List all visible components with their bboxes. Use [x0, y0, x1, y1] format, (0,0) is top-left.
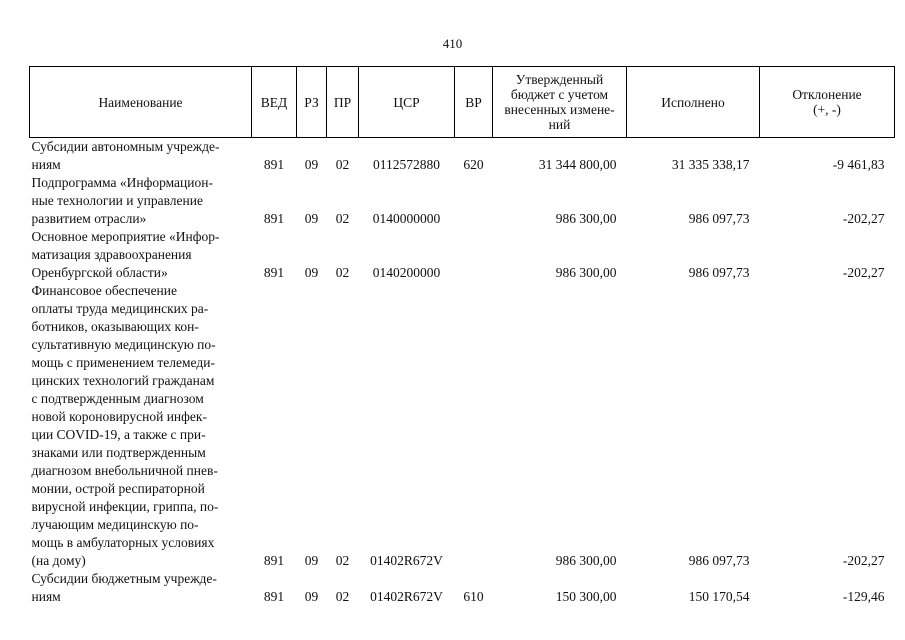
cell-name-line: мощь в амбулаторных условиях	[31, 535, 215, 550]
cell-rz: 09	[304, 157, 319, 172]
cell-approved: 986 300,00	[555, 211, 617, 226]
cell-executed: 986 097,73	[688, 265, 750, 280]
page-number: 410	[442, 36, 463, 51]
cell-csr: 01402R672V	[370, 553, 443, 568]
cell-name-line: ниям	[31, 589, 61, 604]
cell-name	[30, 282, 252, 570]
header-executed: Исполнено	[627, 67, 760, 138]
cell-name	[30, 228, 252, 282]
cell-name-line: развитием отрасли»	[31, 211, 147, 226]
cell-name-line: ции COVID-19, а также с при-	[31, 427, 206, 442]
header-csr: ЦСР	[359, 67, 455, 138]
cell-pr: 02	[335, 265, 350, 280]
header-approved-line: ний	[548, 117, 571, 132]
cell-name-line: лучающим медицинскую по-	[31, 517, 199, 532]
cell-vr	[455, 282, 493, 570]
header-name: Наименование	[30, 67, 252, 138]
cell-name-line: знаками или подтвержденным	[31, 445, 206, 460]
cell-csr: 0140200000	[372, 265, 441, 280]
cell-rz: 09	[304, 265, 319, 280]
cell-name	[30, 174, 252, 228]
cell-pr: 02	[335, 157, 350, 172]
header-rz: РЗ	[297, 67, 327, 138]
cell-approved: 31 344 800,00	[538, 157, 617, 172]
cell-approved: 986 300,00	[555, 265, 617, 280]
cell-name-line: ниям	[31, 157, 61, 172]
header-approved	[493, 67, 627, 138]
header-approved-line: Утвержденный	[515, 72, 604, 87]
table-row	[30, 174, 895, 228]
cell-name-line: Основное мероприятие «Инфор-	[31, 229, 220, 244]
cell-vr: 620	[463, 157, 484, 172]
cell-csr: 01402R672V	[370, 589, 443, 604]
cell-ved: 891	[263, 589, 285, 604]
cell-name-line: монии, острой респираторной	[31, 481, 205, 496]
cell-name-line: цинских технологий гражданам	[31, 373, 215, 388]
table-row	[30, 282, 895, 570]
cell-name	[30, 570, 252, 606]
cell-deviation: -202,27	[842, 211, 885, 226]
cell-deviation: -202,27	[842, 265, 885, 280]
cell-name-line: новой короновирусной инфек-	[31, 409, 207, 424]
header-pr: ПР	[327, 67, 359, 138]
cell-name-line: (на дому)	[31, 553, 86, 568]
cell-approved: 150 300,00	[555, 589, 617, 604]
cell-name-line: ботников, оказывающих кон-	[31, 319, 199, 334]
cell-deviation: -9 461,83	[832, 157, 885, 172]
cell-name-line: вирусной инфекции, гриппа, по-	[31, 499, 219, 514]
cell-pr: 02	[335, 211, 350, 226]
header-deviation-line: Отклонение	[792, 87, 862, 102]
table-row	[30, 228, 895, 282]
cell-name-line: матизация здравоохранения	[31, 247, 192, 262]
cell-pr: 02	[335, 589, 350, 604]
cell-name-line: мощь с применением телемеди-	[31, 355, 215, 370]
table-row	[30, 138, 895, 175]
cell-rz: 09	[304, 589, 319, 604]
cell-executed: 986 097,73	[688, 211, 750, 226]
cell-name-line: Оренбургской области»	[31, 265, 168, 280]
cell-name-line: Подпрограмма «Информацион-	[31, 175, 213, 190]
header-approved-line: бюджет с учетом	[510, 87, 609, 102]
cell-vr: 610	[463, 589, 484, 604]
cell-csr: 0140000000	[372, 211, 441, 226]
cell-csr: 0112572880	[373, 157, 440, 172]
cell-name-line: оплаты труда медицинских ра-	[31, 301, 209, 316]
cell-name-line: ные технологии и управление	[31, 193, 203, 208]
cell-vr	[455, 174, 493, 228]
cell-name-line: Финансовое обеспечение	[31, 283, 178, 298]
cell-name	[30, 138, 252, 175]
cell-executed: 150 170,54	[688, 589, 750, 604]
cell-rz: 09	[304, 553, 319, 568]
cell-ved: 891	[263, 211, 285, 226]
cell-ved: 891	[263, 265, 285, 280]
cell-executed: 986 097,73	[688, 553, 750, 568]
cell-vr	[455, 228, 493, 282]
cell-name-line: Субсидии автономным учрежде-	[31, 139, 220, 154]
cell-ved: 891	[263, 157, 285, 172]
cell-name-line: с подтвержденным диагнозом	[31, 391, 204, 406]
header-vr: ВР	[455, 67, 493, 138]
cell-deviation: -202,27	[842, 553, 885, 568]
cell-ved: 891	[263, 553, 285, 568]
budget-table	[29, 66, 895, 606]
cell-name-line: сультативную медицинскую по-	[31, 337, 216, 352]
table-header-row	[30, 67, 895, 138]
header-approved-line: внесенных измене-	[504, 102, 615, 117]
cell-name-line: диагнозом внебольничной пнев-	[31, 463, 218, 478]
cell-pr: 02	[335, 553, 350, 568]
table-row	[30, 570, 895, 606]
table-body	[30, 138, 895, 607]
header-deviation-line: (+, -)	[813, 102, 841, 117]
cell-rz: 09	[304, 211, 319, 226]
cell-name-line: Субсидии бюджетным учрежде-	[31, 571, 217, 586]
header-ved: ВЕД	[252, 67, 297, 138]
cell-approved: 986 300,00	[555, 553, 617, 568]
header-deviation	[760, 67, 895, 138]
cell-executed: 31 335 338,17	[671, 157, 750, 172]
cell-deviation: -129,46	[842, 589, 885, 604]
